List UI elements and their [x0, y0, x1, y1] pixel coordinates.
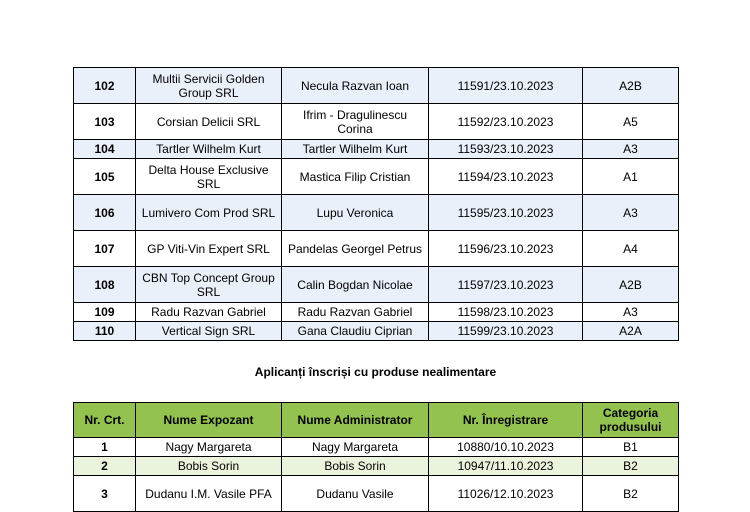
administrator-name: Dudanu Vasile [282, 476, 429, 512]
row-number: 3 [74, 476, 136, 512]
product-category: A3 [583, 195, 679, 231]
row-number: 107 [74, 231, 136, 267]
exhibitor-name: CBN Top Concept Group SRL [136, 267, 282, 303]
product-category: B1 [583, 438, 679, 457]
registration-number: 11598/23.10.2023 [429, 303, 583, 322]
table-row [74, 195, 679, 231]
exhibitor-name: GP Viti-Vin Expert SRL [136, 231, 282, 267]
registration-number: 10880/10.10.2023 [429, 438, 583, 457]
registration-number: 11595/23.10.2023 [429, 195, 583, 231]
product-category: A5 [583, 104, 679, 140]
product-category: A2B [583, 267, 679, 303]
administrator-name: Necula Razvan Ioan [282, 68, 429, 104]
exhibitor-name: Dudanu I.M. Vasile PFA [136, 476, 282, 512]
header-administrator: Nume Administrator [282, 403, 429, 438]
product-category: A1 [583, 159, 679, 195]
product-category: A3 [583, 140, 679, 159]
table-row [74, 140, 679, 159]
product-category: A4 [583, 231, 679, 267]
administrator-name: Lupu Veronica [282, 195, 429, 231]
administrator-name: Calin Bogdan Nicolae [282, 267, 429, 303]
exhibitor-name: Lumivero Com Prod SRL [136, 195, 282, 231]
product-category: A3 [583, 303, 679, 322]
administrator-name: Radu Razvan Gabriel [282, 303, 429, 322]
product-category: B2 [583, 476, 679, 512]
exhibitor-name: Tartler Wilhelm Kurt [136, 140, 282, 159]
table-row [74, 231, 679, 267]
row-number: 2 [74, 457, 136, 476]
header-exhibitor: Nume Expozant [136, 403, 282, 438]
table-row [74, 438, 679, 457]
registration-number: 11593/23.10.2023 [429, 140, 583, 159]
registration-number: 11592/23.10.2023 [429, 104, 583, 140]
row-number: 102 [74, 68, 136, 104]
registration-number: 11599/23.10.2023 [429, 322, 583, 341]
registration-number: 11594/23.10.2023 [429, 159, 583, 195]
product-category: A2B [583, 68, 679, 104]
row-number: 103 [74, 104, 136, 140]
product-category: A2A [583, 322, 679, 341]
registration-number: 10947/11.10.2023 [429, 457, 583, 476]
exhibitor-name: Delta House Exclusive SRL [136, 159, 282, 195]
registration-number: 11597/23.10.2023 [429, 267, 583, 303]
administrator-name: Mastica Filip Cristian [282, 159, 429, 195]
table-row [74, 303, 679, 322]
administrator-name: Ifrim - Dragulinescu Corina [282, 104, 429, 140]
exhibitor-name: Corsian Delicii SRL [136, 104, 282, 140]
registration-number: 11596/23.10.2023 [429, 231, 583, 267]
exhibitor-name: Radu Razvan Gabriel [136, 303, 282, 322]
table-header-row [74, 403, 679, 438]
product-category: B2 [583, 457, 679, 476]
header-category: Categoria produsului [583, 403, 679, 438]
table-row [74, 267, 679, 303]
table-row [74, 104, 679, 140]
registration-number: 11026/12.10.2023 [429, 476, 583, 512]
administrator-name: Nagy Margareta [282, 438, 429, 457]
row-number: 110 [74, 322, 136, 341]
row-number: 108 [74, 267, 136, 303]
row-number: 104 [74, 140, 136, 159]
administrator-name: Pandelas Georgel Petrus [282, 231, 429, 267]
table-row [74, 68, 679, 104]
row-number: 105 [74, 159, 136, 195]
row-number: 1 [74, 438, 136, 457]
administrator-name: Gana Claudiu Ciprian [282, 322, 429, 341]
exhibitor-name: Vertical Sign SRL [136, 322, 282, 341]
administrator-name: Tartler Wilhelm Kurt [282, 140, 429, 159]
registration-number: 11591/23.10.2023 [429, 68, 583, 104]
administrator-name: Bobis Sorin [282, 457, 429, 476]
table-row [74, 457, 679, 476]
table-row [74, 159, 679, 195]
section-title: Aplicanți înscriși cu produse nealimentare [254, 365, 497, 379]
header-nr: Nr. Crt. [74, 403, 136, 438]
exhibitor-name: Nagy Margareta [136, 438, 282, 457]
row-number: 109 [74, 303, 136, 322]
table-row [74, 476, 679, 512]
exhibitors-nonfood-table [73, 402, 679, 512]
header-registration: Nr. Înregistrare [429, 403, 583, 438]
exhibitors-food-table [73, 67, 679, 341]
exhibitor-name: Multii Servicii Golden Group SRL [136, 68, 282, 104]
table-row [74, 322, 679, 341]
row-number: 106 [74, 195, 136, 231]
exhibitor-name: Bobis Sorin [136, 457, 282, 476]
